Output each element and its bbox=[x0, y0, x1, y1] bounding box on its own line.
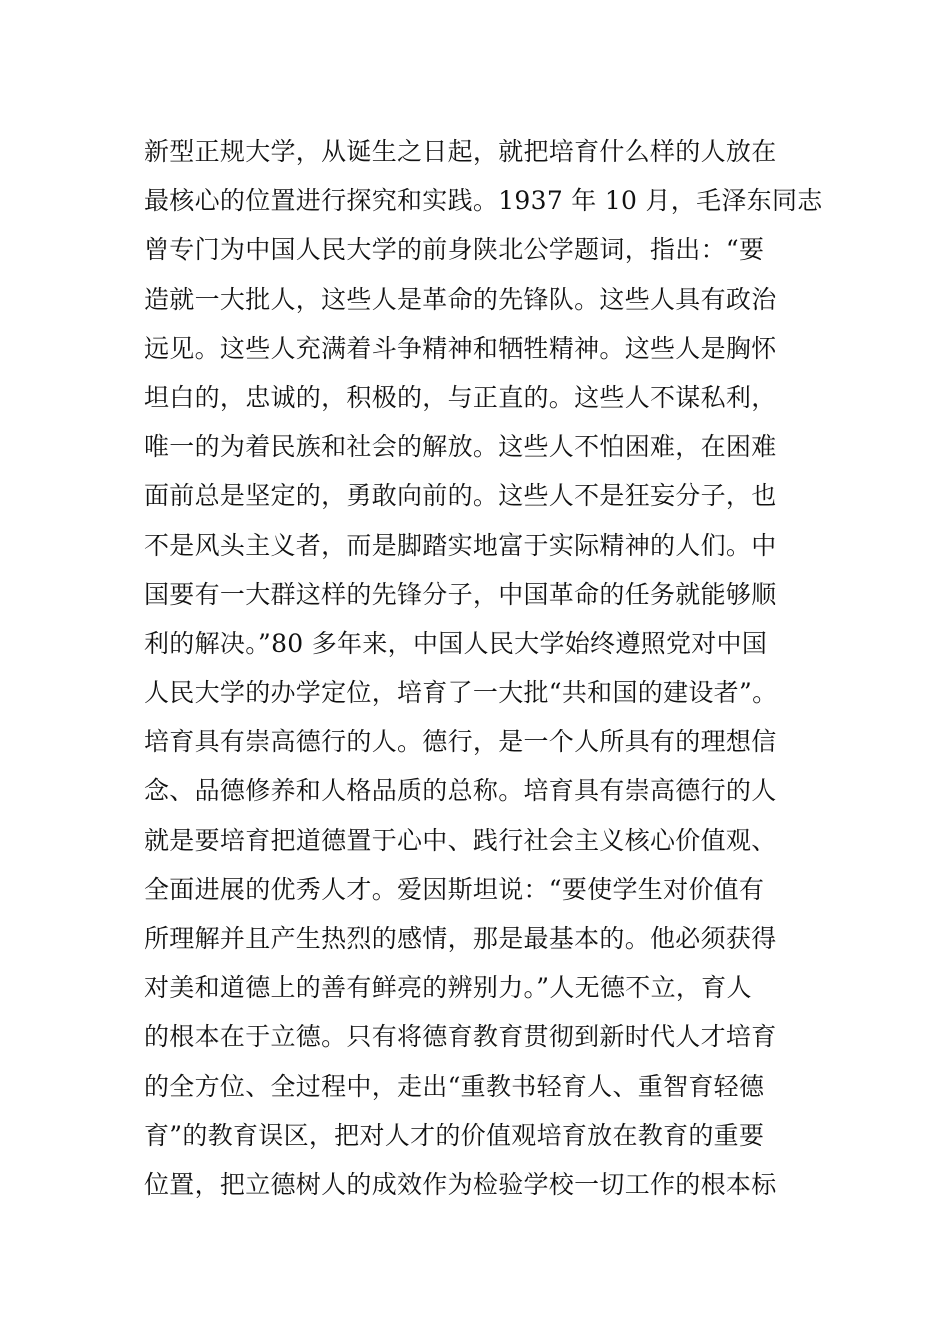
text-line: 坦白的，忠诚的，积极的，与正直的。这些人不谋私利， bbox=[144, 382, 777, 412]
text-line: 培育具有崇高德行的人。德行，是一个人所具有的理想信 bbox=[144, 727, 777, 757]
text-line: 对美和道德上的善有鲜亮的辨别力。”人无德不立，育人 bbox=[144, 973, 752, 1003]
text-line: 位置，把立德树人的成效作为检验学校一切工作的根本标 bbox=[144, 1169, 777, 1199]
text-line: 就是要培育把道德置于心中、践行社会主义核心价值观、 bbox=[144, 825, 777, 855]
text-line: 新型正规大学，从诞生之日起，就把培育什么样的人放在 bbox=[144, 137, 777, 166]
text-line: 最核心的位置进行探究和实践。1937 年 10 月，毛泽东同志 bbox=[144, 186, 823, 216]
text-line: 利的解决。”80 多年来，中国人民大学始终遵照党对中国 bbox=[144, 628, 768, 658]
text-line: 全面进展的优秀人才。爱因斯坦说：“要使学生对价值有 bbox=[144, 874, 765, 904]
text-line: 造就一大批人，这些人是革命的先锋队。这些人具有政治 bbox=[144, 284, 777, 314]
text-line: 曾专门为中国人民大学的前身陕北公学题词，指出：“要 bbox=[144, 235, 765, 265]
text-line: 远见。这些人充满着斗争精神和牺牲精神。这些人是胸怀 bbox=[144, 333, 777, 363]
text-line: 唯一的为着民族和社会的解放。这些人不怕困难，在困难 bbox=[144, 432, 777, 462]
text-line: 国要有一大群这样的先锋分子，中国革命的任务就能够顺 bbox=[144, 579, 777, 609]
text-line: 念、品德修养和人格品质的总称。培育具有崇高德行的人 bbox=[144, 776, 777, 806]
text-line: 的全方位、全过程中，走出“重教书轻育人、重智育轻德 bbox=[144, 1071, 765, 1101]
text-line: 的根本在于立德。只有将德育教育贯彻到新时代人才培育 bbox=[144, 1022, 777, 1052]
text-line: 所理解并且产生热烈的感情，那是最基本的。他必须获得 bbox=[144, 924, 777, 953]
text-line: 人民大学的办学定位，培育了一大批“共和国的建设者”。 bbox=[144, 678, 778, 708]
text-line: 不是风头主义者，而是脚踏实地富于实际精神的人们。中 bbox=[144, 530, 777, 560]
body-text bbox=[144, 127, 824, 1209]
text-line: 育”的教育误区，把对人才的价值观培育放在教育的重要 bbox=[144, 1120, 765, 1150]
text-line: 面前总是坚定的，勇敢向前的。这些人不是狂妄分子，也 bbox=[144, 481, 777, 511]
